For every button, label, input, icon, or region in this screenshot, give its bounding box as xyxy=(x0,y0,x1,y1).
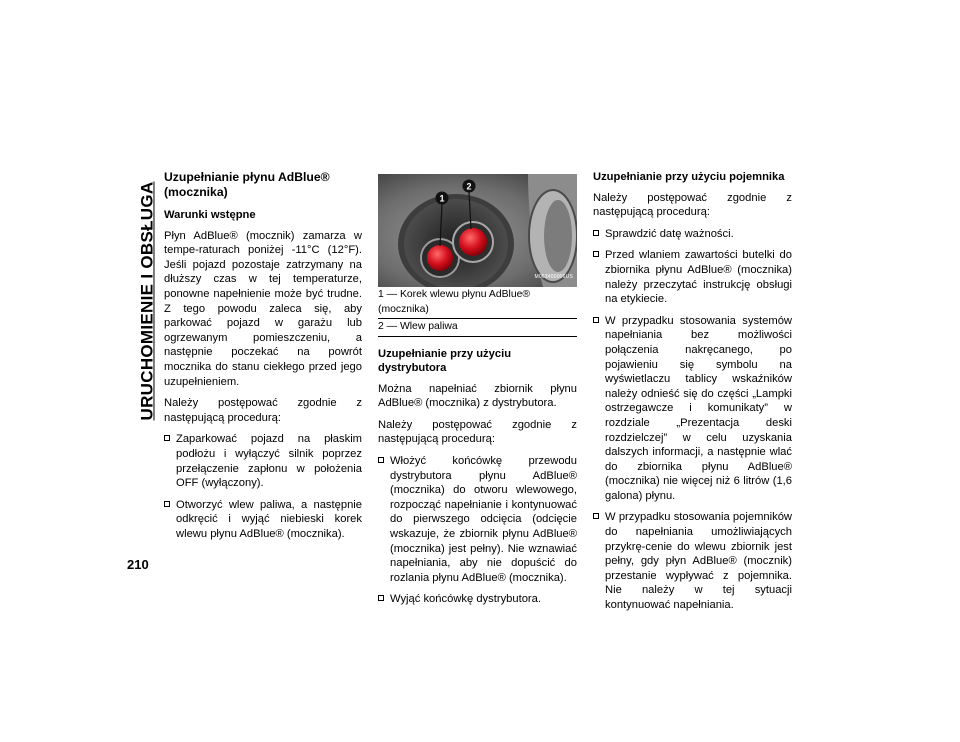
list-item-text: Sprawdzić datę ważności. xyxy=(605,227,734,240)
section-side-tab-label: URUCHOMIENIE I OBSŁUGA xyxy=(137,181,157,420)
checkbox-bullet-icon xyxy=(593,251,599,257)
figure-code: M063400006US xyxy=(534,274,573,281)
caption-row-2: 2 — Wlew paliwa xyxy=(378,319,577,337)
callout-label-1: 1 xyxy=(439,193,445,204)
list-item-text: W przypadku stosowania pojemników do napełniania umożliwiających przykrę-cenie do wlewu zbiornik jest pełny, gdy płyn AdBlue® (mocznik) przestanie wypływać z pojemnika. Nie należy w tej sytuacji kontynuować napełniania. xyxy=(605,511,792,612)
checkbox-bullet-icon xyxy=(378,595,384,601)
checkbox-bullet-icon xyxy=(164,435,170,441)
list-item-text: Włożyć końcówkę przewodu dystrybutora płynu AdBlue® (mocznika) do otworu wlewowego, rozpocząć napełnianie i kontynuować do pierwszego odcięcia (odcięcie wskazuje, że zbiornik płynu AdBlue® (mocznika) jest pełny). Nie wznawiać napełniania, aby nie dopuścić do rozlania płynu AdBlue® (mocznika). xyxy=(390,455,577,584)
column-middle xyxy=(378,174,577,614)
column-right xyxy=(593,170,792,620)
paragraph-procedure-intro: Należy postępować zgodnie z następującą procedurą: xyxy=(164,397,362,424)
subsection-title-preconditions: Warunki wstępne xyxy=(164,209,256,221)
list-item xyxy=(378,592,577,607)
list-item-text: Przed wlaniem zawartości butelki do zbiornika płynu AdBlue® (mocznika) należy przeczytać instrukcję obsługi na etykiecie. xyxy=(605,249,792,306)
list-item-text: Otworzyć wlew paliwa, a następnie odkręcić i wyjąć niebieski korek wlewu płynu AdBlue® (mocznika). xyxy=(176,498,362,540)
paragraph-procedure-intro: Należy postępować zgodnie z następującą procedurą: xyxy=(378,418,577,446)
list-item-text: Wyjąć końcówkę dystrybutora. xyxy=(390,593,541,606)
callout-label-2: 2 xyxy=(466,181,472,192)
list-item xyxy=(593,510,792,612)
list-item xyxy=(164,432,362,490)
list-item xyxy=(378,454,577,585)
section-side-tab xyxy=(136,163,158,438)
subsection-title-container: Uzupełnianie przy użyciu pojemnika xyxy=(593,171,785,183)
checkbox-bullet-icon xyxy=(593,230,599,236)
checkbox-bullet-icon xyxy=(593,513,599,519)
figure-caption xyxy=(378,287,577,337)
list-item xyxy=(593,248,792,306)
checkbox-bullet-icon xyxy=(378,457,384,463)
figure-adblue-filler xyxy=(378,174,577,287)
checkbox-bullet-icon xyxy=(593,317,599,323)
list-item xyxy=(593,227,792,242)
list-item xyxy=(593,314,792,504)
subsection-title-dispenser: Uzupełnianie przy użyciu dystrybutora xyxy=(378,347,512,375)
caption-row-1: 1 — Korek wlewu płynu AdBlue® (mocznika) xyxy=(378,287,577,319)
paragraph-procedure-intro: Należy postępować zgodnie z następującą procedurą: xyxy=(593,191,792,219)
paragraph-freezing: Płyn AdBlue® (mocznik) zamarza w tempe-raturach poniżej -11°C (12°F). Jeśli pojazd pozostaje zatrzymany na dłuższy czas w tej temperaturze, ponowne napełnienie może być trudne. Z tego powodu zaleca się, aby parkować pojazd w garażu lub ogrzewanym pomieszczeniu, a następnie poczekać na powrót mocznika do stanu ciekłego przed jego uzupełnieniem. xyxy=(164,229,362,388)
paragraph-dispenser: Można napełniać zbiornik płynu AdBlue® (mocznika) z dystrybutora. xyxy=(378,382,577,410)
column-left xyxy=(164,170,362,548)
list-item xyxy=(164,498,362,542)
checkbox-bullet-icon xyxy=(164,501,170,507)
page-number: 210 xyxy=(127,557,149,572)
section-title: Uzupełnianie płynu AdBlue® (mocznika) xyxy=(164,170,330,199)
list-item-text: W przypadku stosowania systemów napełniania bez możliwości połączenia nakręcanego, po pojawieniu się symbolu na wyświetlaczu tablicy wskaźników należy odnieść się do części „Lampki ostrzegawcze i komunikaty” w rozdziale „Prezentacja deski rozdzielczej” w celu uzyskania dalszych informacji, a następnie wlać do zbiornika płynu AdBlue® (mocznika) nie więcej niż 6 litrów (1,6 galona) płynu. xyxy=(605,314,792,502)
list-item-text: Zaparkować pojazd na płaskim podłożu i wyłączyć silnik poprzez przełączenie zapłonu w położenia OFF (wyłączony). xyxy=(176,433,362,490)
